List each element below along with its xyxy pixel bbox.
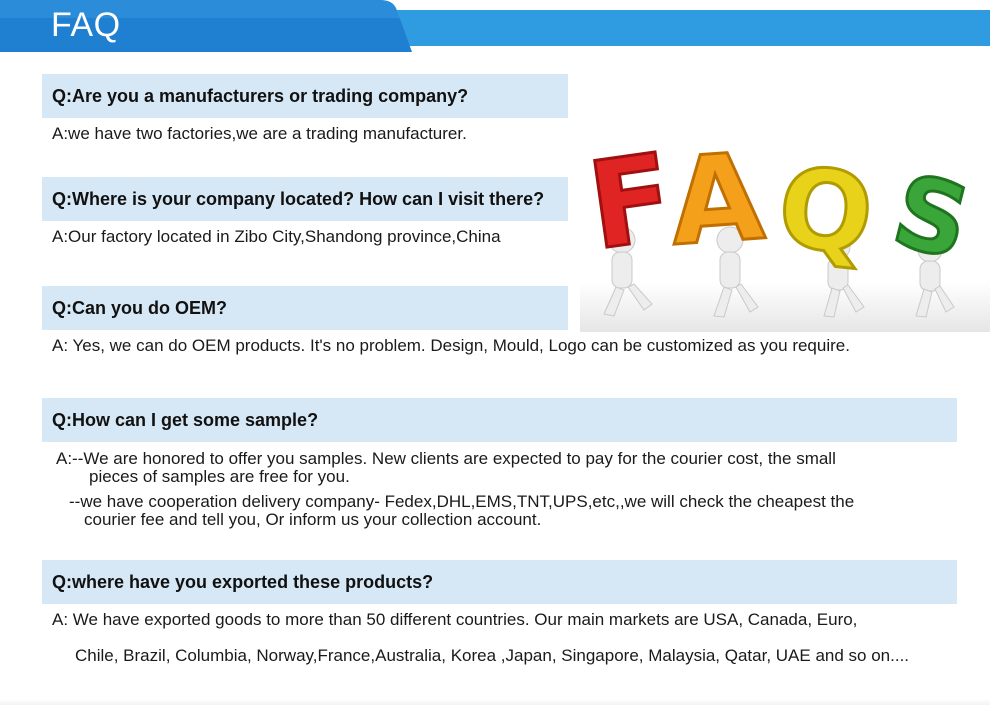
svg-text:F: F	[580, 128, 682, 278]
question-text: Q:where have you exported these products?	[52, 571, 434, 592]
question-bar	[42, 177, 568, 221]
svg-text:S: S	[882, 151, 981, 283]
question-text: Q:Can you do OEM?	[52, 297, 227, 318]
answer-text	[56, 450, 836, 486]
question-bar	[42, 560, 957, 604]
answer-text: A: Yes, we can do OEM products. It's no problem. Design, Mould, Logo can be customized as you require.	[52, 336, 850, 355]
page-title: FAQ	[51, 6, 121, 44]
answer-line: courier fee and tell you, Or inform us your collection account.	[84, 510, 542, 529]
answer-text: Chile, Brazil, Columbia, Norway,France,Australia, Korea ,Japan, Singapore, Malaysia, Qatar, UAE and so on....	[75, 646, 910, 665]
question-text: Q:Where is your company located? How can I visit there?	[52, 188, 545, 209]
question-text: Q:How can I get some sample?	[52, 409, 319, 430]
answer-text: A:we have two factories,we are a trading manufacturer.	[52, 124, 467, 143]
answer-line: A:--We are honored to offer you samples. New clients are expected to pay for the courier cost, the small	[56, 449, 836, 468]
question-bar	[42, 398, 957, 442]
faqs-illustration	[580, 122, 990, 332]
answer-text: A: We have exported goods to more than 50 different countries. Our main markets are USA, Canada, Euro,	[52, 610, 858, 629]
answer-text: A:Our factory located in Zibo City,Shandong province,China	[52, 227, 501, 246]
answer-text	[56, 493, 854, 529]
answer-line: --we have cooperation delivery company- Fedex,DHL,EMS,TNT,UPS,etc,,we will check the cheapest the	[69, 492, 855, 511]
svg-text:Q: Q	[772, 142, 879, 280]
question-bar	[42, 74, 568, 118]
letter-q	[773, 143, 879, 280]
svg-text:A: A	[665, 127, 769, 273]
question-text: Q:Are you a manufacturers or trading company?	[52, 85, 469, 106]
letter-s	[882, 151, 980, 282]
question-bar	[42, 286, 568, 330]
answer-line: pieces of samples are free for you.	[89, 467, 350, 486]
bottom-edge	[0, 699, 990, 705]
letter-a	[666, 128, 768, 273]
